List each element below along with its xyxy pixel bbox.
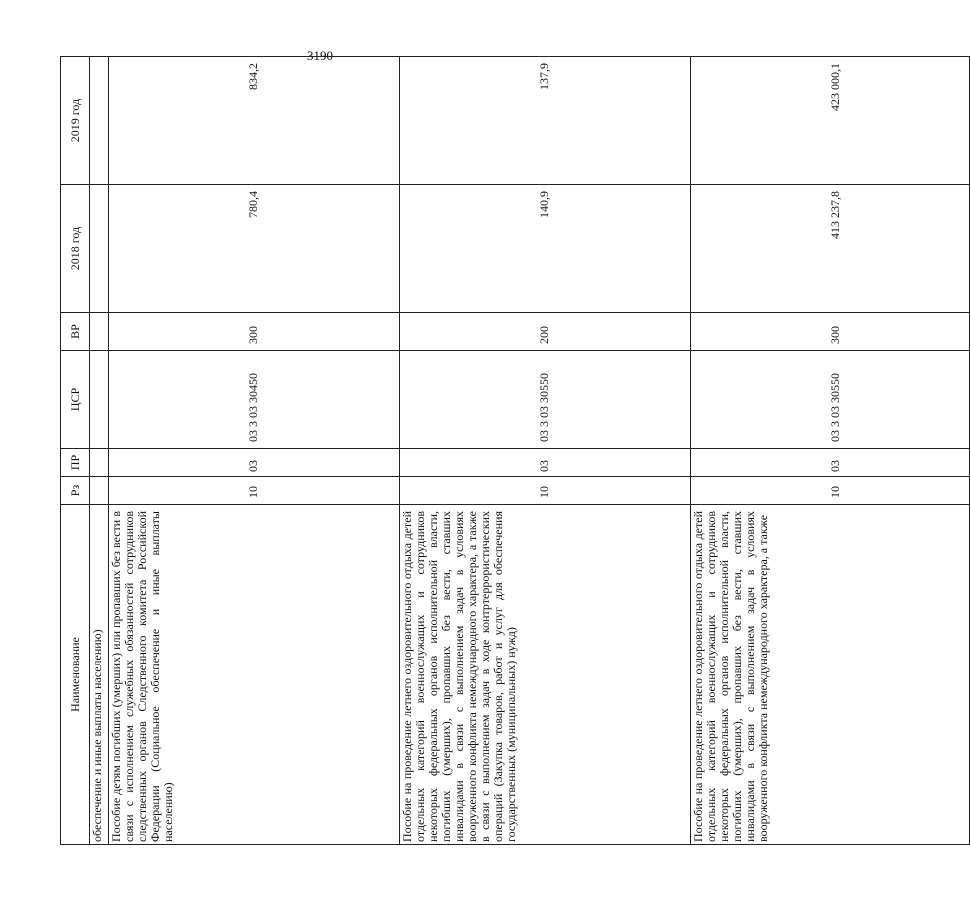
row-2018: 413 237,8 [691,185,970,313]
row-vr: 300 [691,313,970,351]
header-2018: 2018 год [61,185,90,313]
row-vr: 300 [109,313,400,351]
row-pr [90,449,109,477]
row-vr [90,313,109,351]
row-csr: 03 3 03 30550 [400,351,691,449]
row-csr: 03 3 03 30450 [109,351,400,449]
table-header-row [61,57,90,845]
row-2019: 834,2 [109,57,400,185]
header-name: Наименование [61,505,90,845]
header-pr: ПР [61,449,90,477]
header-csr: ЦСР [61,351,90,449]
row-vr: 200 [400,313,691,351]
row-csr: 03 3 03 30550 [691,351,970,449]
row-2019: 423 000,1 [691,57,970,185]
row-rz [90,477,109,505]
row-name: Пособие детям погибших (умерших) или пропавших без вести в связи с исполнением служебных обязанностей сотрудников следственных органов Следственного комитета Российской Федерации (Социальное обеспечение и иные выплаты населению) [109,505,400,845]
row-name: обеспечение и иные выплаты населению) [90,505,109,845]
row-name: Пособие на проведение летнего оздоровительного отдыха детей отдельных категорий военнослужащих и сотрудников некоторых федеральных органов исполнительной власти, погибших (умерших), пропавших без вести, ставших инвалидами в связи с выполнением задач в условиях вооруженного конфликта немеждународного характера, а также в связи с выполнением задач в ходе контртеррористических операций (Закупка товаров, работ и услуг для обеспечения государственных (муниципальных) нужд) [400,505,691,845]
row-pr: 03 [109,449,400,477]
header-vr: ВР [61,313,90,351]
table-row [90,57,109,845]
row-2018 [90,185,109,313]
table-row [691,57,970,845]
row-2018: 780,4 [109,185,400,313]
table-row [109,57,400,845]
row-csr [90,351,109,449]
row-2018: 140,9 [400,185,691,313]
rotated-page-content [60,57,842,845]
table-row [400,57,691,845]
row-pr: 03 [400,449,691,477]
budget-table [60,56,970,845]
row-name: Пособие на проведение летнего оздоровительного отдыха детей отдельных категорий военнослужащих и сотрудников некоторых федеральных органов исполнительной власти, погибших (умерших), пропавших без вести, ставших инвалидами в связи с выполнением задач в условиях вооруженного конфликта немеждународного характера, а также [691,505,970,845]
row-2019 [90,57,109,185]
header-rz: Рз [61,477,90,505]
row-pr: 03 [691,449,970,477]
page-number: 3190 [307,48,333,63]
row-2019: 137,9 [400,57,691,185]
row-rz: 10 [400,477,691,505]
header-2019: 2019 год [61,57,90,185]
row-rz: 10 [691,477,970,505]
row-rz: 10 [109,477,400,505]
